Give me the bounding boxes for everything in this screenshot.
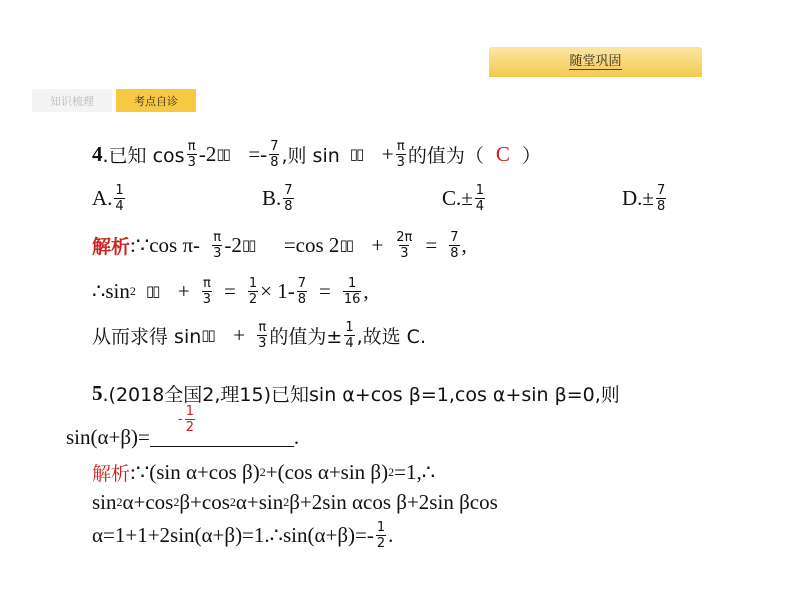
- missing-glyph-icon: ▯▯: [349, 145, 363, 163]
- fraction: $\frac{\pi}{3}$: [202, 275, 211, 307]
- fraction: $\frac{1}{2}$: [376, 519, 386, 551]
- fraction: $\frac{1}{16}$: [343, 275, 361, 307]
- q5-number: 5: [92, 380, 103, 405]
- fraction: $\frac{1}{4}$: [115, 182, 124, 214]
- q4-solution-line-2: ∴sin 2 ▯▯ + $\frac{\pi}{3}$ = $\frac{1}{2}$ × 1- $\frac{7}{8}$ = $\frac{1}{16}$ ,: [92, 275, 369, 307]
- fraction: $\frac{1}{2}$: [248, 275, 258, 307]
- q4-text-e: +: [381, 141, 394, 166]
- q4-option-a: A. $\frac{1}{4}$: [92, 182, 124, 214]
- q4-answer: C: [495, 141, 510, 166]
- missing-glyph-icon: ▯▯: [241, 236, 255, 254]
- fraction: $\frac{7}{8}$: [270, 138, 279, 170]
- q5-solution-label: 解析: [92, 462, 131, 485]
- q5-stem-line-2: sin(α+β)= .: [66, 424, 300, 449]
- tab-self-test[interactable]: 考点自诊: [116, 89, 196, 112]
- fraction: $\frac{7}{8}$: [284, 182, 293, 214]
- q5-solution-line-2: sin 2 α+cos 2 β+cos 2 α+sin 2 β+2sin αcos β+2sin βcos: [92, 489, 498, 514]
- q4-option-b: B. $\frac{7}{8}$: [262, 182, 293, 214]
- fraction: $\frac{\pi}{3}$: [213, 229, 222, 261]
- section-tab-label: 随堂巩固: [569, 54, 622, 69]
- q4-solution-label: 解析: [92, 235, 131, 258]
- fraction: $\frac{7}{8}$: [450, 229, 459, 261]
- missing-glyph-icon: ▯▯: [339, 236, 352, 254]
- q4-solution-line-1: 解析 :∵cos π- $\frac{\pi}{3}$ -2 ▯▯ =cos 2 ▯▯ + $\frac{2\pi}{3}$ = $\frac{7}{8}$ ,: [92, 229, 467, 261]
- fraction: $\frac{1}{4}$: [475, 182, 485, 214]
- fraction: $\frac{\pi}{3}$: [258, 319, 267, 351]
- tab-knowledge-review[interactable]: 知识梳理: [32, 89, 112, 112]
- missing-glyph-icon: ▯▯: [145, 282, 159, 300]
- q4-number: 4: [92, 141, 103, 166]
- q5-solution-line-1: 解析 :∵(sin α+cos β) 2 +(cos α+sin β) 2 =1,∴: [92, 459, 436, 485]
- q4-text-f: 的值为（: [407, 144, 484, 167]
- q4-stem: [92, 131, 541, 177]
- answer-blank: [150, 428, 294, 447]
- q4-text-g: ）: [521, 144, 541, 167]
- fraction: $\frac{7}{8}$: [297, 275, 306, 307]
- fraction: $\frac{7}{8}$: [656, 182, 666, 214]
- missing-glyph-icon: ▯▯: [216, 145, 229, 163]
- q5-solution-line-3: α=1+1+2sin(α+β)=1.∴sin(α+β)=- $\frac{1}{2}$ .: [92, 519, 394, 551]
- fraction: $\frac{\pi}{3}$: [187, 138, 196, 170]
- q5-stem: 5 .(2018全国2,理15)已知sin α+cos β=1,cos α+sin β=0,则: [92, 380, 620, 406]
- fraction: $\frac{1}{4}$: [345, 319, 354, 351]
- q4-text-b: -2: [198, 141, 217, 166]
- missing-glyph-icon: ▯▯: [201, 326, 214, 344]
- q4-option-d: D.± $\frac{7}{8}$: [622, 182, 666, 214]
- q4-option-c: C.± $\frac{1}{4}$: [442, 182, 485, 214]
- fraction: $\frac{2\pi}{3}$: [396, 229, 413, 261]
- q4-solution-line-3: 从而求得 sin ▯▯ + $\frac{\pi}{3}$ 的值为± $\frac{1}{4}$ ,故选 C.: [92, 319, 426, 351]
- q4-text-a: .已知 cos: [102, 144, 185, 167]
- q5-answer: - $\frac{1}{2}$: [178, 404, 194, 435]
- q4-text-c: =-: [248, 141, 268, 166]
- fraction: $\frac{\pi}{3}$: [396, 138, 405, 170]
- q4-text-d: ,则 sin: [281, 144, 340, 167]
- section-tab-review[interactable]: [489, 47, 702, 77]
